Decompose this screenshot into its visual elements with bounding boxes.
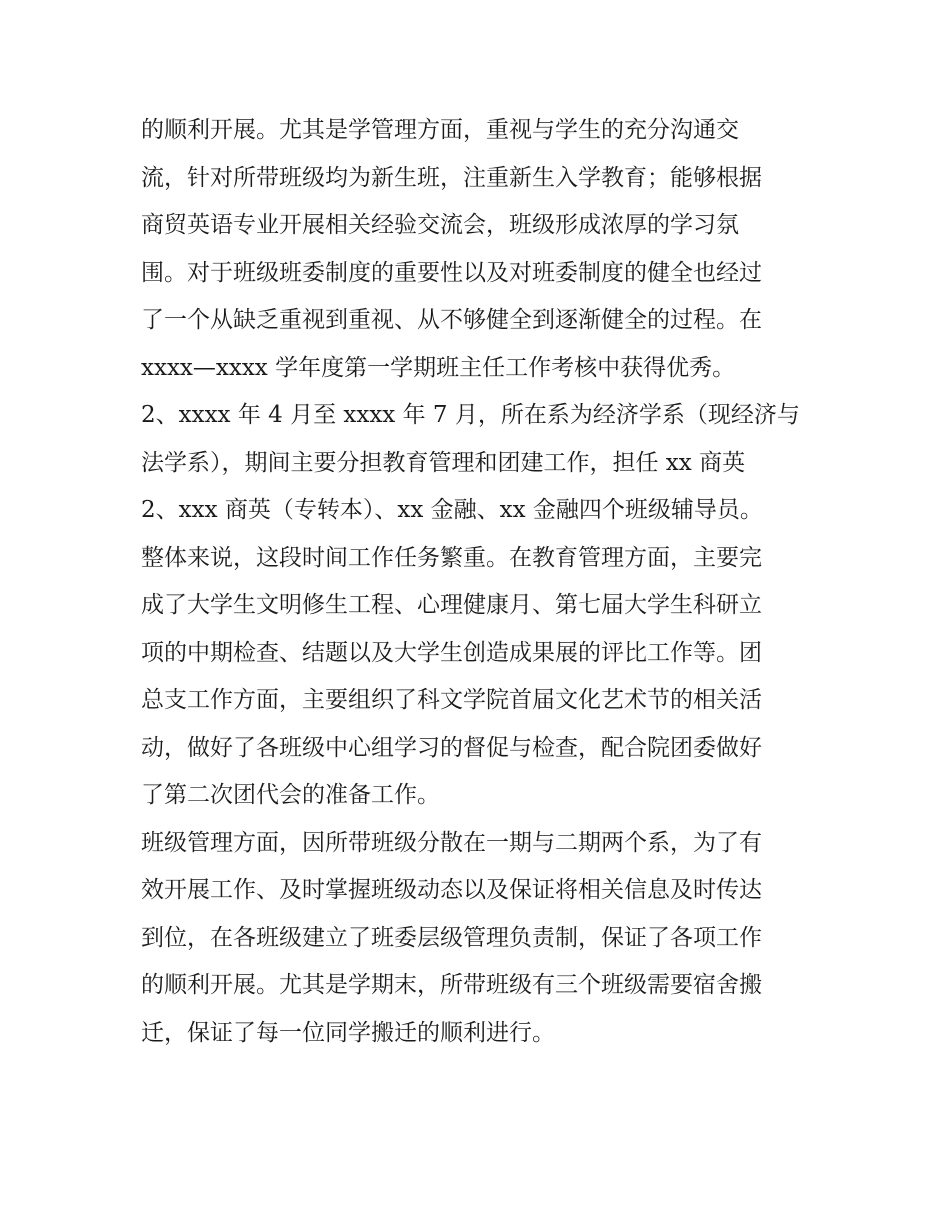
text-line: 的顺利开展。尤其是学管理方面，重视与学生的充分沟通交	[141, 117, 739, 143]
text-line: xxxx—xxxx 学年度第一学期班主任工作考核中获得优秀。	[141, 354, 736, 381]
text-line: 围。对于班级班委制度的重要性以及对班委制度的健全也经过	[141, 259, 762, 286]
text-line: 班级管理方面，因所带班级分散在一期与二期两个系，为了有	[141, 829, 762, 856]
text-line: 总支工作方面，主要组织了科文学院首届文化艺术节的相关活	[141, 687, 762, 713]
document-body	[141, 107, 821, 1057]
text-line: 了第二次团代会的准备工作。	[141, 782, 440, 808]
text-line: 流，针对所带班级均为新生班，注重新生入学教育；能够根据	[141, 164, 762, 191]
text-line: 动，做好了各班级中心组学习的督促与检查，配合院团委做好	[141, 734, 762, 761]
text-line: 效开展工作、及时掌握班级动态以及保证将相关信息及时传达	[141, 877, 762, 903]
text-line: 成了大学生文明修生工程、心理健康月、第七届大学生科研立	[141, 592, 762, 618]
text-line: 2、xxxx 年 4 月至 xxxx 年 7 月，所在系为经济学系（现经济与	[141, 402, 800, 428]
text-line: 商贸英语专业开展相关经验交流会，班级形成浓厚的学习氛	[141, 212, 739, 238]
text-line: 整体来说，这段时间工作任务繁重。在教育管理方面，主要完	[141, 544, 762, 571]
text-line: 项的中期检查、结题以及大学生创造成果展的评比工作等。团	[141, 639, 762, 666]
text-line: 法学系），期间主要分担教育管理和团建工作，担任 xx 商英	[141, 449, 746, 476]
text-line: 迁，保证了每一位同学搬迁的顺利进行。	[141, 1019, 555, 1046]
text-line: 的顺利开展。尤其是学期末，所带班级有三个班级需要宿舍搬	[141, 972, 762, 998]
text-line: 到位，在各班级建立了班委层级管理负责制，保证了各项工作	[141, 924, 762, 951]
text-line: 了一个从缺乏重视到重视、从不够健全到逐渐健全的过程。在	[141, 307, 762, 333]
text-line: 2、xxx 商英（专转本）、xx 金融、xx 金融四个班级辅导员。	[141, 497, 763, 523]
